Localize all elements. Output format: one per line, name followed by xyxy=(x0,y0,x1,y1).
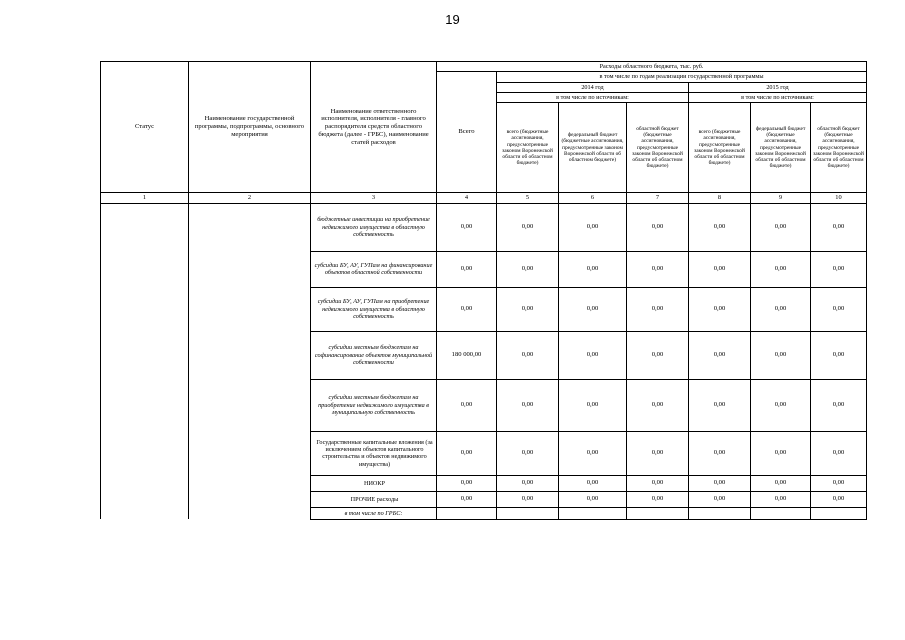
expense-item-name: субсидии БУ, АУ, ГУПам на приобретение недвижимого имущества в областную собственность xyxy=(311,287,437,331)
program-cell xyxy=(189,203,311,519)
table-row xyxy=(101,203,867,251)
page-number: 19 xyxy=(445,12,460,27)
amount-cell: 0,00 xyxy=(751,331,811,379)
column-number: 7 xyxy=(627,193,689,204)
amount-cell: 0,00 xyxy=(689,331,751,379)
header-by-years: в том числе по годам реализации государственной программы xyxy=(497,72,867,82)
header-executor: Наименование ответственного исполнителя, исполнителя - главного распорядителя средств областного бюджета (далее - ГРБС), наименование статей расходов xyxy=(311,62,437,193)
amount-cell: 0,00 xyxy=(811,379,867,431)
amount-cell: 0,00 xyxy=(497,475,559,491)
amount-cell xyxy=(811,507,867,519)
amount-cell: 0,00 xyxy=(437,251,497,287)
column-number: 3 xyxy=(311,193,437,204)
amount-cell: 0,00 xyxy=(437,379,497,431)
amount-cell: 0,00 xyxy=(751,491,811,507)
amount-cell: 0,00 xyxy=(627,287,689,331)
amount-cell: 0,00 xyxy=(497,203,559,251)
amount-cell: 0,00 xyxy=(627,331,689,379)
amount-cell: 0,00 xyxy=(497,379,559,431)
amount-cell: 0,00 xyxy=(497,287,559,331)
amount-cell: 0,00 xyxy=(559,475,627,491)
header-2014-total: всего (бюджетные ассигнования, предусмотренные законом Воронежской области об областном бюджете) xyxy=(497,103,559,193)
amount-cell: 0,00 xyxy=(559,287,627,331)
amount-cell: 0,00 xyxy=(497,491,559,507)
amount-cell: 0,00 xyxy=(627,379,689,431)
column-number: 2 xyxy=(189,193,311,204)
amount-cell: 0,00 xyxy=(559,491,627,507)
amount-cell: 0,00 xyxy=(751,287,811,331)
header-2015-regional: областной бюджет (бюджетные ассигнования, предусмотренные законом Воронежской области об областном бюджете) xyxy=(811,103,867,193)
amount-cell: 0,00 xyxy=(689,491,751,507)
amount-cell: 0,00 xyxy=(751,203,811,251)
column-number-row xyxy=(101,193,867,204)
header-year-2015: 2015 год xyxy=(689,82,867,92)
amount-cell: 0,00 xyxy=(811,251,867,287)
expense-item-name: субсидии БУ, АУ, ГУПам на финансирование объектов областной собственности xyxy=(311,251,437,287)
expense-item-name: субсидии местным бюджетам на софинансирование объектов муниципальной собственности xyxy=(311,331,437,379)
amount-cell: 0,00 xyxy=(627,475,689,491)
amount-cell: 0,00 xyxy=(811,331,867,379)
amount-cell: 0,00 xyxy=(689,431,751,475)
expense-item-name: ПРОЧИЕ расходы xyxy=(311,491,437,507)
header-2014-federal: федеральный бюджет (бюджетные ассигнования, предусмотренные законом Воронежской области об областном бюджете) xyxy=(559,103,627,193)
expense-item-name: Государственные капитальные вложения (за исключением объектов капитального строительства и объектов недвижимого имущества) xyxy=(311,431,437,475)
header-by-sources-2015: в том числе по источникам: xyxy=(689,92,867,102)
expense-item-name: субсидии местным бюджетам на приобретение недвижимого имущества в муниципальную собственность xyxy=(311,379,437,431)
column-number: 8 xyxy=(689,193,751,204)
amount-cell: 0,00 xyxy=(437,431,497,475)
amount-cell xyxy=(437,507,497,519)
amount-cell: 0,00 xyxy=(751,475,811,491)
amount-cell: 0,00 xyxy=(627,251,689,287)
column-number: 5 xyxy=(497,193,559,204)
amount-cell: 0,00 xyxy=(437,491,497,507)
header-2015-total: всего (бюджетные ассигнования, предусмотренные законом Воронежской области об областном бюджете) xyxy=(689,103,751,193)
amount-cell xyxy=(751,507,811,519)
expense-item-name: НИОКР xyxy=(311,475,437,491)
amount-cell: 0,00 xyxy=(437,475,497,491)
amount-cell: 0,00 xyxy=(751,431,811,475)
amount-cell: 0,00 xyxy=(559,251,627,287)
header-program-name: Наименование государственной программы, подпрограммы, основного мероприятия xyxy=(189,62,311,193)
header-2015-federal: федеральный бюджет (бюджетные ассигнования, предусмотренные законом Воронежской области об областном бюджете) xyxy=(751,103,811,193)
header-year-2014: 2014 год xyxy=(497,82,689,92)
amount-cell: 0,00 xyxy=(689,379,751,431)
column-number: 6 xyxy=(559,193,627,204)
amount-cell: 0,00 xyxy=(689,203,751,251)
amount-cell: 0,00 xyxy=(627,431,689,475)
amount-cell: 0,00 xyxy=(559,331,627,379)
amount-cell: 0,00 xyxy=(497,331,559,379)
column-number: 10 xyxy=(811,193,867,204)
header-expenses: Расходы областного бюджета, тыс. руб. xyxy=(437,62,867,72)
amount-cell xyxy=(627,507,689,519)
amount-cell: 0,00 xyxy=(689,251,751,287)
header-2014-regional: областной бюджет (бюджетные ассигнования, предусмотренные законом Воронежской области об областном бюджете) xyxy=(627,103,689,193)
amount-cell: 0,00 xyxy=(437,203,497,251)
column-number: 9 xyxy=(751,193,811,204)
amount-cell: 0,00 xyxy=(689,475,751,491)
amount-cell xyxy=(689,507,751,519)
amount-cell: 0,00 xyxy=(811,475,867,491)
header-total: Всего xyxy=(437,72,497,193)
header-status: Статус xyxy=(101,62,189,193)
amount-cell: 0,00 xyxy=(627,203,689,251)
amount-cell: 0,00 xyxy=(627,491,689,507)
amount-cell: 0,00 xyxy=(811,491,867,507)
amount-cell: 0,00 xyxy=(437,287,497,331)
amount-cell: 0,00 xyxy=(559,431,627,475)
amount-cell: 0,00 xyxy=(811,203,867,251)
column-number: 1 xyxy=(101,193,189,204)
amount-cell: 0,00 xyxy=(811,431,867,475)
budget-table xyxy=(100,61,867,520)
amount-cell xyxy=(497,507,559,519)
amount-cell: 0,00 xyxy=(811,287,867,331)
amount-cell: 0,00 xyxy=(559,203,627,251)
amount-cell: 0,00 xyxy=(497,431,559,475)
amount-cell: 180 000,00 xyxy=(437,331,497,379)
expense-item-name: в том числе по ГРБС: xyxy=(311,507,437,519)
header-by-sources-2014: в том числе по источникам: xyxy=(497,92,689,102)
amount-cell: 0,00 xyxy=(559,379,627,431)
status-cell xyxy=(101,203,189,519)
column-number: 4 xyxy=(437,193,497,204)
expense-item-name: бюджетные инвестиции на приобретение недвижимого имущества в областную собственность xyxy=(311,203,437,251)
amount-cell: 0,00 xyxy=(689,287,751,331)
amount-cell: 0,00 xyxy=(497,251,559,287)
amount-cell: 0,00 xyxy=(751,379,811,431)
amount-cell: 0,00 xyxy=(751,251,811,287)
amount-cell xyxy=(559,507,627,519)
